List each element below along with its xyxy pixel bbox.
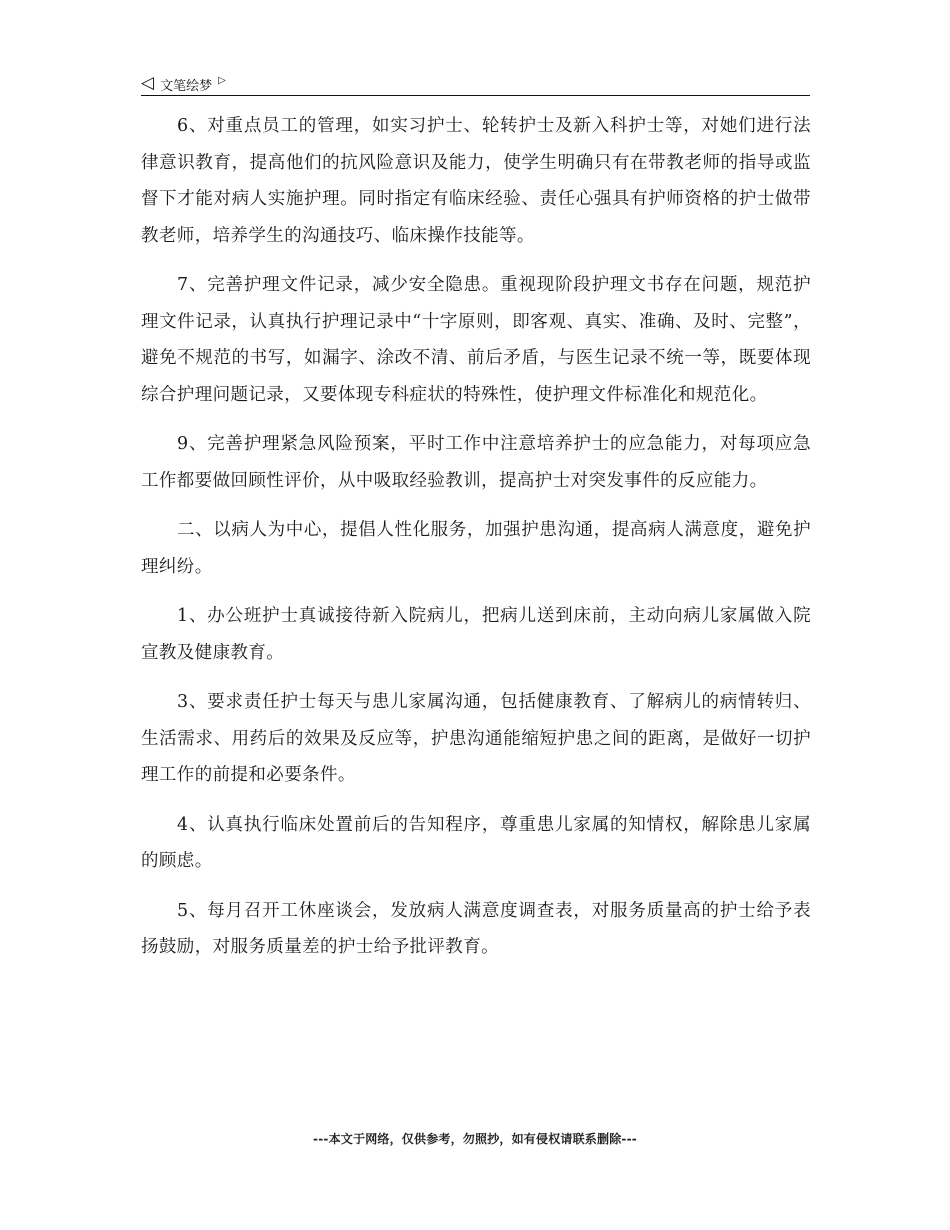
right-triangle-icon: ▷ <box>218 75 226 86</box>
paragraph-item-1: 1、办公班护士真诚接待新入院病儿，把病儿送到床前，主动向病儿家属做入院宣教及健康教育。 <box>141 606 811 663</box>
paragraph-item-4: 4、认真执行临床处置前后的告知程序，尊重患儿家属的知情权，解除患儿家属的顾虑。 <box>141 814 811 871</box>
section-heading-2: 二、以病人为中心，提倡人性化服务，加强护患沟通，提高病人满意度，避免护理纠纷。 <box>141 520 811 577</box>
header-title: 文笔绘梦 <box>160 78 213 94</box>
page-header <box>141 73 810 96</box>
footer-disclaimer: ---本文于网络，仅供参考，勿照抄，如有侵权请联系删除--- <box>313 1132 637 1146</box>
paragraph-item-6: 6、对重点员工的管理，如实习护士、轮转护士及新入科护士等，对她们进行法律意识教育，提高他们的抗风险意识及能力，使学生明确只有在带教老师的指导或监督下才能对病人实施护理。同时指定有临床经验、责任心强具有护师资格的护士做带教老师，培养学生的沟通技巧、临床操作技能等。 <box>141 116 811 246</box>
paragraph-item-9: 9、完善护理紧急风险预案，平时工作中注意培养护士的应急能力，对每项应急工作都要做回顾性评价，从中吸取经验教训，提高护士对突发事件的反应能力。 <box>141 434 811 491</box>
paragraph-item-7: 7、完善护理文件记录，减少安全隐患。重视现阶段护理文书存在问题，规范护理文件记录，认真执行护理记录中“十字原则，即客观、真实、准确、及时、完整”，避免不规范的书写，如漏字、涂改不清、前后矛盾，与医生记录不统一等，既要体现综合护理问题记录，又要体现专科症状的特殊性，使护理文件标准化和规范化。 <box>141 275 811 405</box>
document-body <box>141 108 811 979</box>
left-triangle-icon: ◁ <box>141 72 155 93</box>
paragraph-item-3: 3、要求责任护士每天与患儿家属沟通，包括健康教育、了解病儿的病情转归、生活需求、用药后的效果及反应等，护患沟通能缩短护患之间的距离，是做好一切护理工作的前提和必要条件。 <box>141 692 811 785</box>
paragraph-item-5: 5、每月召开工休座谈会，发放病人满意度调查表，对服务质量高的护士给予表扬鼓励，对服务质量差的护士给予批评教育。 <box>141 900 811 957</box>
